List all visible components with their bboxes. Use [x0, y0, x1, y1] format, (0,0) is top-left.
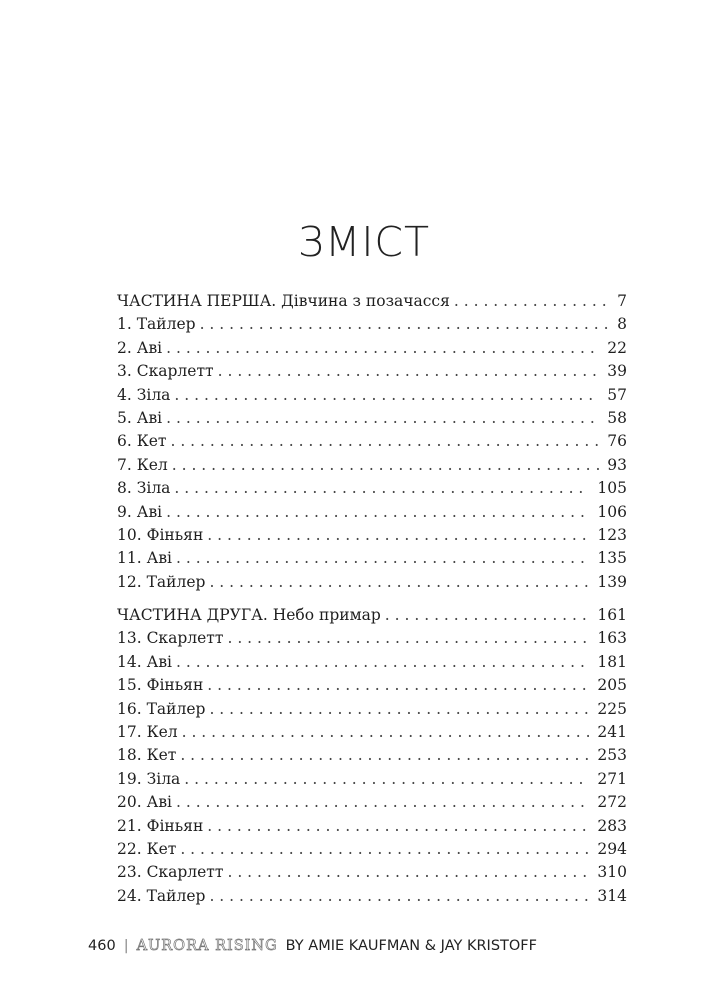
toc-chapter-entry — [117, 744, 627, 767]
toc-dot-leader — [182, 721, 590, 744]
series-title: AURORA RISING — [136, 938, 278, 954]
toc-entry-label: 14. Аві — [117, 652, 172, 671]
toc-chapter-entry — [117, 885, 627, 908]
toc-dot-leader — [227, 861, 589, 884]
toc-dot-leader — [176, 547, 589, 570]
toc-entry-page: 105 — [597, 479, 627, 498]
toc-entry-label: 23. Скарлетт — [117, 863, 224, 882]
page-footer — [88, 938, 537, 954]
toc-entry-label: 17. Кел — [117, 723, 178, 742]
toc-entry-label: 3. Скарлетт — [117, 362, 214, 381]
toc-entry-label: 15. Фіньян — [117, 676, 204, 695]
table-of-contents — [117, 290, 627, 908]
toc-dot-leader — [166, 337, 599, 360]
toc-entry-label: 10. Фіньян — [117, 525, 204, 544]
page-number: 460 — [88, 938, 116, 954]
toc-entry-label: 6. Кет — [117, 432, 167, 451]
toc-entry-page: 314 — [597, 886, 627, 905]
toc-chapter-entry — [117, 627, 627, 650]
toc-entry-page: 294 — [597, 839, 627, 858]
toc-dot-leader — [180, 838, 589, 861]
toc-chapter-entry — [117, 407, 627, 430]
toc-chapter-entry — [117, 861, 627, 884]
toc-entry-label: 5. Аві — [117, 408, 163, 427]
toc-chapter-entry — [117, 698, 627, 721]
toc-entry-label: ЧАСТИНА ПЕРША. Дівчина з позачасся — [117, 292, 450, 310]
book-authors: BY AMIE KAUFMAN & JAY KRISTOFF — [285, 938, 537, 954]
toc-entry-label: 1. Тайлер — [117, 315, 196, 334]
toc-chapter-entry — [117, 838, 627, 861]
toc-dot-leader — [385, 604, 590, 627]
toc-chapter-entry — [117, 360, 627, 383]
toc-dot-leader — [166, 501, 589, 524]
toc-chapter-entry — [117, 571, 627, 594]
toc-entry-label: 13. Скарлетт — [117, 629, 224, 648]
toc-entry-page: 22 — [607, 338, 627, 357]
toc-entry-page: 205 — [597, 676, 627, 695]
footer-separator: | — [123, 938, 129, 954]
toc-entry-label: 11. Аві — [117, 549, 172, 568]
toc-entry-page: 106 — [597, 502, 627, 521]
toc-entry-page: 181 — [597, 652, 627, 671]
toc-dot-leader — [170, 430, 599, 453]
toc-dot-leader — [218, 360, 600, 383]
toc-entry-label: 9. Аві — [117, 502, 163, 521]
toc-entry-page: 271 — [597, 769, 627, 788]
toc-chapter-entry — [117, 674, 627, 697]
toc-entry-label: 8. Зіла — [117, 479, 171, 498]
toc-dot-leader — [207, 815, 589, 838]
toc-entry-label: ЧАСТИНА ДРУГА. Небо примар — [117, 606, 381, 625]
toc-entry-page: 123 — [597, 525, 627, 544]
toc-chapter-entry — [117, 337, 627, 360]
toc-entry-page: 161 — [597, 606, 627, 625]
toc-dot-leader — [207, 524, 589, 547]
toc-chapter-entry — [117, 313, 627, 336]
toc-chapter-entry — [117, 430, 627, 453]
page-title: ЗМІСТ — [297, 218, 431, 266]
toc-entry-page: 8 — [617, 315, 627, 334]
toc-dot-leader — [209, 571, 589, 594]
toc-entry-page: 225 — [597, 699, 627, 718]
toc-entry-label: 21. Фіньян — [117, 816, 204, 835]
toc-dot-leader — [209, 698, 589, 721]
toc-entry-label: 16. Тайлер — [117, 699, 206, 718]
toc-part-entry — [117, 290, 627, 313]
toc-dot-leader — [172, 454, 600, 477]
toc-entry-label: 7. Кел — [117, 455, 168, 474]
toc-chapter-entry — [117, 477, 627, 500]
toc-entry-label: 12. Тайлер — [117, 572, 206, 591]
toc-chapter-entry — [117, 384, 627, 407]
toc-entry-page: 139 — [597, 572, 627, 591]
toc-entry-page: 76 — [607, 432, 627, 451]
toc-entry-page: 272 — [597, 793, 627, 812]
toc-dot-leader — [166, 407, 599, 430]
toc-dot-leader — [180, 744, 589, 767]
toc-entry-label: 18. Кет — [117, 746, 177, 765]
toc-dot-leader — [454, 290, 609, 313]
toc-dot-leader — [184, 768, 589, 791]
toc-dot-leader — [207, 674, 589, 697]
toc-dot-leader — [176, 791, 589, 814]
toc-entry-label: 19. Зіла — [117, 769, 181, 788]
toc-chapter-entry — [117, 501, 627, 524]
toc-entry-page: 163 — [597, 629, 627, 648]
toc-chapter-entry — [117, 547, 627, 570]
toc-entry-page: 58 — [607, 408, 627, 427]
toc-entry-page: 39 — [607, 362, 627, 381]
toc-chapter-entry — [117, 454, 627, 477]
toc-chapter-entry — [117, 815, 627, 838]
toc-entry-page: 93 — [607, 455, 627, 474]
toc-entry-page: 253 — [597, 746, 627, 765]
toc-chapter-entry — [117, 768, 627, 791]
toc-entry-label: 24. Тайлер — [117, 886, 206, 905]
toc-dot-leader — [174, 477, 589, 500]
toc-dot-leader — [200, 313, 610, 336]
toc-entry-page: 283 — [597, 816, 627, 835]
toc-entry-label: 22. Кет — [117, 839, 177, 858]
toc-dot-leader — [227, 627, 589, 650]
toc-entry-page: 57 — [607, 385, 627, 404]
toc-part-entry — [117, 604, 627, 627]
toc-chapter-entry — [117, 791, 627, 814]
toc-chapter-entry — [117, 651, 627, 674]
toc-entry-label: 2. Аві — [117, 338, 163, 357]
toc-entry-page: 7 — [617, 292, 627, 310]
toc-entry-label: 20. Аві — [117, 793, 172, 812]
toc-dot-leader — [174, 384, 599, 407]
toc-entry-page: 241 — [597, 723, 627, 742]
toc-entry-page: 135 — [597, 549, 627, 568]
toc-entry-label: 4. Зіла — [117, 385, 171, 404]
toc-dot-leader — [176, 651, 589, 674]
toc-entry-page: 310 — [597, 863, 627, 882]
toc-dot-leader — [209, 885, 589, 908]
toc-chapter-entry — [117, 721, 627, 744]
toc-chapter-entry — [117, 524, 627, 547]
